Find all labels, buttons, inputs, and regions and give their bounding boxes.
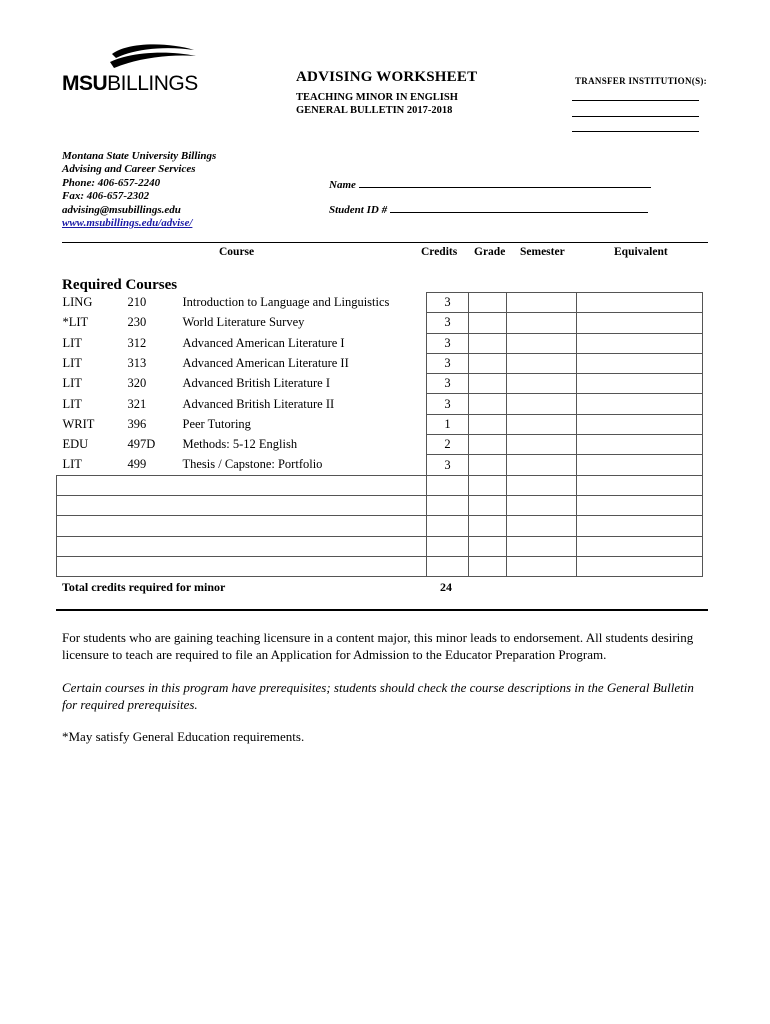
course-prefix	[57, 475, 427, 495]
grade-cell[interactable]	[469, 435, 507, 455]
transfer-line-1[interactable]	[572, 100, 699, 101]
bulletin-year: GENERAL BULLETIN 2017-2018	[296, 105, 453, 116]
equivalent-cell[interactable]	[577, 556, 703, 576]
student-id-label: Student ID #	[329, 204, 388, 216]
semester-cell[interactable]	[507, 475, 577, 495]
semester-cell[interactable]	[507, 353, 577, 373]
total-credits-label: Total credits required for minor	[62, 580, 226, 594]
page-title: ADVISING WORKSHEET	[296, 69, 478, 85]
equivalent-cell[interactable]	[577, 353, 703, 373]
grade-cell[interactable]	[469, 353, 507, 373]
course-prefix: EDU	[62, 437, 89, 452]
blank-row	[57, 495, 703, 515]
course-title: Introduction to Language and Linguistics	[182, 295, 390, 310]
worksheet-title-block	[296, 69, 526, 116]
student-id-line[interactable]	[390, 203, 648, 213]
course-credits: 3	[427, 333, 469, 353]
name-field[interactable]	[329, 178, 651, 191]
blank-row	[57, 516, 703, 536]
transfer-line-2[interactable]	[572, 116, 699, 117]
header-semester: Semester	[520, 246, 565, 258]
grade-cell[interactable]	[469, 333, 507, 353]
course-credits: 3	[427, 374, 469, 394]
course-prefix: LIT	[62, 335, 82, 350]
course-prefix: LIT	[62, 457, 82, 472]
header-equivalent: Equivalent	[614, 246, 668, 258]
prerequisites-note: Certain courses in this program have prerequisites; students should check the course descriptions in the General Bulletin for required prerequisites.	[62, 680, 694, 712]
grade-cell[interactable]	[469, 475, 507, 495]
course-number: 321	[127, 396, 147, 411]
course-prefix: WRIT	[62, 416, 95, 431]
phone-number: Phone: 406-657-2240	[62, 176, 161, 189]
msu-swoosh-logo-icon	[108, 44, 198, 72]
course-prefix	[57, 556, 427, 576]
header-grade: Grade	[474, 246, 506, 258]
grade-cell[interactable]	[469, 293, 507, 313]
table-row	[57, 455, 703, 475]
gen-ed-note: *May satisfy General Education requirements.	[62, 729, 305, 744]
table-row	[57, 394, 703, 414]
course-credits	[427, 536, 469, 556]
course-credits	[427, 516, 469, 536]
course-credits	[427, 475, 469, 495]
equivalent-cell[interactable]	[577, 536, 703, 556]
courses-table	[56, 292, 703, 577]
course-prefix: LIT	[62, 396, 82, 411]
header-rule	[62, 242, 708, 243]
equivalent-cell[interactable]	[577, 293, 703, 313]
course-number: 497D	[127, 437, 156, 452]
course-prefix: *LIT	[62, 315, 89, 330]
grade-cell[interactable]	[469, 536, 507, 556]
table-row	[57, 333, 703, 353]
blank-row	[57, 475, 703, 495]
grade-cell[interactable]	[469, 556, 507, 576]
program-title: TEACHING MINOR IN ENGLISH	[296, 92, 458, 103]
semester-cell[interactable]	[507, 313, 577, 333]
semester-cell[interactable]	[507, 516, 577, 536]
equivalent-cell[interactable]	[577, 414, 703, 434]
course-title: Advanced British Literature I	[182, 376, 331, 391]
course-prefix	[57, 516, 427, 536]
email-address: advising@msubillings.edu	[62, 203, 181, 216]
course-prefix	[57, 495, 427, 515]
course-prefix: LING	[62, 295, 93, 310]
course-number: 230	[127, 315, 147, 330]
licensure-note: For students who are gaining teaching licensure in a content major, this minor leads to endorsement. All students desiring licensure to teach are required to file an Application for Admission to the Educator Preparation Program.	[62, 630, 694, 662]
org-name: Montana State University Billings	[62, 150, 217, 162]
course-title: Peer Tutoring	[182, 416, 251, 431]
blank-row	[57, 556, 703, 576]
student-id-field[interactable]	[329, 203, 648, 216]
grade-cell[interactable]	[469, 374, 507, 394]
advising-website-link[interactable]: www.msubillings.edu/advise/	[62, 217, 193, 230]
dept-name: Advising and Career Services	[62, 163, 196, 176]
grade-cell[interactable]	[469, 516, 507, 536]
course-title: Advanced American Literature I	[182, 335, 345, 350]
course-credits: 3	[427, 353, 469, 373]
semester-cell[interactable]	[507, 374, 577, 394]
transfer-institution-label: TRANSFER INSTITUTION(S):	[575, 76, 707, 86]
contact-info	[62, 150, 216, 230]
course-prefix: LIT	[62, 356, 82, 371]
course-number: 312	[127, 335, 147, 350]
table-row	[57, 374, 703, 394]
semester-cell[interactable]	[507, 556, 577, 576]
equivalent-cell[interactable]	[577, 495, 703, 515]
course-credits: 1	[427, 414, 469, 434]
total-credits-value: 24	[440, 580, 452, 594]
semester-cell[interactable]	[507, 495, 577, 515]
course-prefix: LIT	[62, 376, 82, 391]
semester-cell[interactable]	[507, 394, 577, 414]
course-number: 313	[127, 356, 147, 371]
course-credits: 3	[427, 394, 469, 414]
grade-cell[interactable]	[469, 414, 507, 434]
equivalent-cell[interactable]	[577, 475, 703, 495]
course-credits	[427, 556, 469, 576]
semester-cell[interactable]	[507, 435, 577, 455]
course-credits: 3	[427, 313, 469, 333]
course-number: 499	[127, 457, 147, 472]
semester-cell[interactable]	[507, 536, 577, 556]
equivalent-cell[interactable]	[577, 333, 703, 353]
course-title: Thesis / Capstone: Portfolio	[182, 457, 323, 472]
grade-cell[interactable]	[469, 313, 507, 333]
equivalent-cell[interactable]	[577, 435, 703, 455]
grade-cell[interactable]	[469, 394, 507, 414]
table-row	[57, 353, 703, 373]
grade-cell[interactable]	[469, 495, 507, 515]
equivalent-cell[interactable]	[577, 455, 703, 475]
fax-number: Fax: 406-657-2302	[62, 190, 150, 203]
course-number: 396	[127, 416, 147, 431]
course-title: World Literature Survey	[182, 315, 305, 330]
course-title: Advanced British Literature II	[182, 396, 335, 411]
course-credits: 3	[427, 455, 469, 475]
equivalent-cell[interactable]	[577, 313, 703, 333]
name-label: Name	[329, 179, 356, 191]
table-row	[57, 313, 703, 333]
footer-rule	[56, 609, 708, 611]
header-credits: Credits	[421, 246, 458, 258]
semester-cell[interactable]	[507, 293, 577, 313]
table-row	[57, 293, 703, 313]
table-row	[57, 435, 703, 455]
transfer-line-3[interactable]	[572, 131, 699, 132]
course-number: 320	[127, 376, 147, 391]
required-courses-heading: Required Courses	[62, 277, 178, 293]
equivalent-cell[interactable]	[577, 374, 703, 394]
course-credits: 3	[427, 293, 469, 313]
semester-cell[interactable]	[507, 414, 577, 434]
grade-cell[interactable]	[469, 455, 507, 475]
course-title: Methods: 5-12 English	[182, 437, 298, 452]
blank-row	[57, 536, 703, 556]
semester-cell[interactable]	[507, 455, 577, 475]
course-credits	[427, 495, 469, 515]
msu-billings-logo	[62, 44, 212, 96]
course-credits: 2	[427, 435, 469, 455]
semester-cell[interactable]	[507, 333, 577, 353]
name-line[interactable]	[359, 178, 651, 188]
header-course: Course	[219, 246, 255, 258]
equivalent-cell[interactable]	[577, 394, 703, 414]
table-row	[57, 414, 703, 434]
course-title: Advanced American Literature II	[182, 356, 349, 371]
equivalent-cell[interactable]	[577, 516, 703, 536]
course-number: 210	[127, 295, 147, 310]
course-prefix	[57, 536, 427, 556]
logo-wordmark: MSUBILLINGS	[62, 72, 198, 95]
